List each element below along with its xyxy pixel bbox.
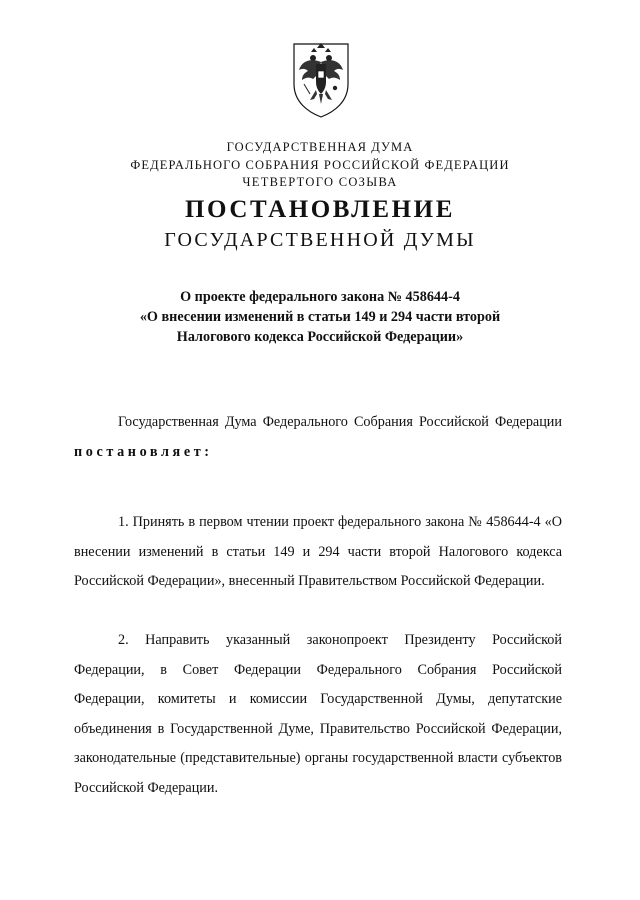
resolution-keyword: постановляет: bbox=[74, 443, 213, 460]
subject-line1: О проекте федерального закона № 458644-4 bbox=[180, 289, 460, 305]
org-name-line1: ГОСУДАРСТВЕННАЯ ДУМА bbox=[226, 140, 414, 154]
intro-paragraph bbox=[74, 408, 562, 467]
russian-coat-of-arms-icon bbox=[288, 38, 354, 120]
document-subject bbox=[0, 287, 640, 347]
org-name-line2: ФЕДЕРАЛЬНОГО СОБРАНИЯ РОССИЙСКОЙ ФЕДЕРАЦИИ bbox=[130, 158, 510, 172]
document-subtitle: ГОСУДАРСТВЕННОЙ ДУМЫ bbox=[164, 229, 476, 251]
convocation-line: ЧЕТВЕРТОГО СОЗЫВА bbox=[242, 175, 398, 189]
paragraph-2: 2. Направить указанный законопроект Президенту Российской Федерации, в Совет Федерации Федерального Собрания Российской Федерации, комитеты и комиссии Государственной Думы, депутатские объединения в Государственной Думе, Правительство Российской Федерации, законодательные (представительные) органы государственной власти субъектов Российской Федерации. bbox=[74, 632, 562, 796]
document-type-title: ПОСТАНОВЛЕНИЕ bbox=[184, 196, 456, 223]
subject-line2: «О внесении изменений в статьи 149 и 294 части второй bbox=[139, 309, 501, 325]
paragraph-1: 1. Принять в первом чтении проект федерального закона № 458644-4 «О внесении изменений в статьи 149 и 294 части второй Налогового кодекса Российской Федерации», внесенный Правительством Российской Федерации. bbox=[74, 514, 562, 589]
intro-text: Государственная Дума Федерального Собрания Российской Федерации bbox=[118, 414, 562, 430]
subject-line3: Налогового кодекса Российской Федерации» bbox=[176, 329, 464, 345]
